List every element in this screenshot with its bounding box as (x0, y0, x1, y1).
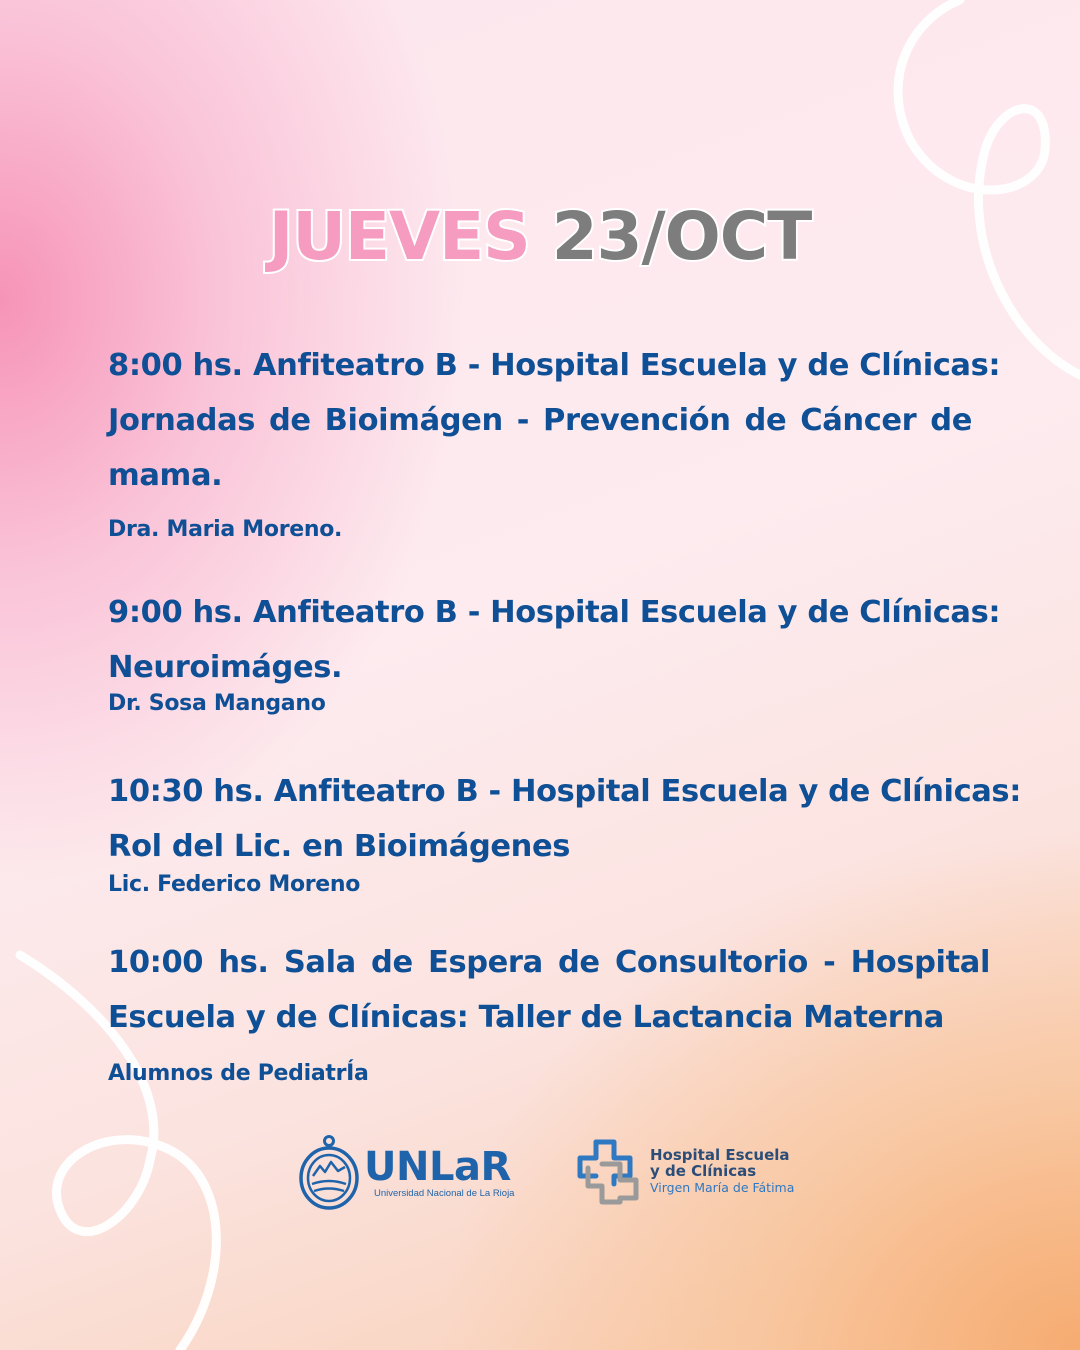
event-2-speaker: Dr. Sosa Mangano (108, 691, 326, 716)
event-3 (108, 764, 1021, 900)
hospital-logo (574, 1138, 794, 1206)
event-4-line-2: Escuela y de Clínicas: Taller de Lactancia Materna (108, 1000, 944, 1035)
title-day: JUEVES (268, 198, 530, 275)
hospital-cross-icon (574, 1138, 642, 1206)
event-1 (108, 338, 1001, 545)
unlar-name: UNLaR (364, 1143, 511, 1190)
page-title (0, 198, 1080, 275)
event-3-speaker: Lic. Federico Moreno (108, 872, 361, 897)
event-1-speaker: Dra. Maria Moreno. (108, 517, 343, 542)
event-2-line-1: 9:00 hs. Anfiteatro B - Hospital Escuela y de Clínicas: (108, 595, 1001, 630)
unlar-subtitle: Universidad Nacional de La Rioja (374, 1187, 515, 1199)
event-1-line-3: mama. (108, 458, 223, 493)
unlar-logo (298, 1134, 514, 1210)
hospital-name-line-1: Hospital Escuela (650, 1146, 790, 1164)
event-4 (108, 935, 990, 1089)
event-3-line-2: Rol del Lic. en Bioimágenes (108, 829, 571, 864)
event-4-line-1: 10:00 hs. Sala de Espera de Consultorio - Hospital (108, 945, 990, 980)
event-4-speaker: Alumnos de PediatrÍa (108, 1061, 369, 1086)
hospital-name-line-3: Virgen María de Fátima (650, 1180, 795, 1195)
event-2-line-2: Neuroimáges. (108, 650, 343, 685)
top-right-swirl (898, 0, 1080, 375)
event-2 (108, 585, 1001, 719)
hospital-name-line-2: y de Clínicas (650, 1162, 757, 1180)
unlar-emblem-icon (298, 1134, 360, 1210)
title-date: 23/OCT (551, 198, 812, 275)
event-1-line-2: Jornadas de Bioimágen - Prevención de Cáncer de (108, 403, 972, 438)
event-3-line-1: 10:30 hs. Anfiteatro B - Hospital Escuela y de Clínicas: (108, 774, 1021, 809)
event-1-line-1: 8:00 hs. Anfiteatro B - Hospital Escuela y de Clínicas: (108, 348, 1001, 383)
